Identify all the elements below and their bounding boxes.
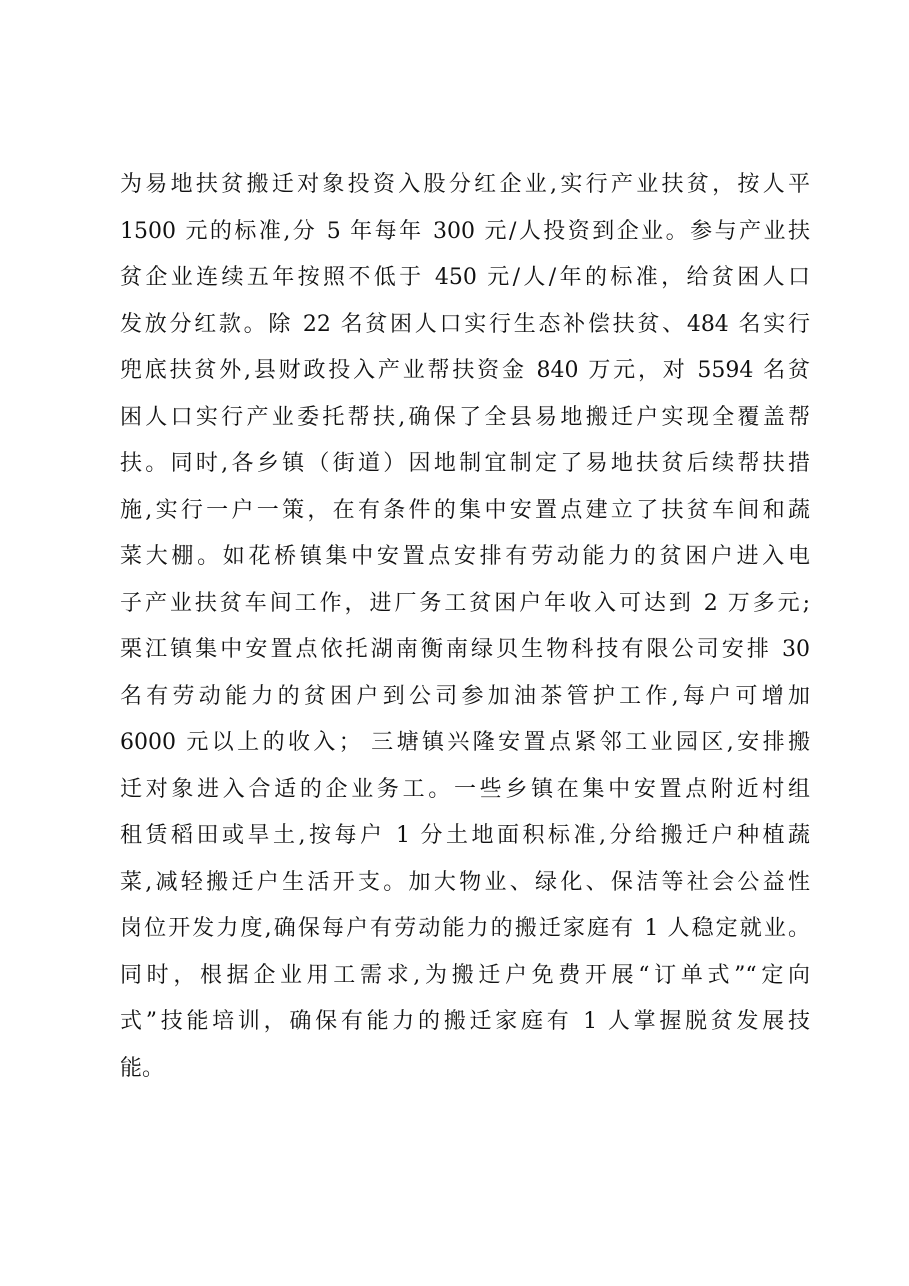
paragraph-line: 菜大棚。如花桥镇集中安置点安排有劳动能力的贫困户进入电 bbox=[120, 544, 810, 569]
paragraph-line: 栗江镇集中安置点依托湖南衡南绿贝生物科技有限公司安排 30 bbox=[120, 637, 810, 662]
paragraph-line: 困人口实行产业委托帮扶,确保了全县易地搬迁户实现全覆盖帮 bbox=[120, 404, 810, 430]
paragraph-line: 为易地扶贫搬迁对象投资入股分红企业,实行产业扶贫，按人平 bbox=[120, 172, 810, 197]
paragraph-line: 发放分红款。除 22 名贫困人口实行生态补偿扶贫、484 名实行 bbox=[120, 311, 810, 337]
body-paragraph bbox=[120, 162, 810, 1092]
paragraph-line: 6000 元以上的收入； 三塘镇兴隆安置点紧邻工业园区,安排搬 bbox=[120, 730, 810, 755]
paragraph-line: 1500 元的标准,分 5 年每年 300 元/人投资到企业。参与产业扶 bbox=[120, 218, 810, 244]
paragraph-line: 子产业扶贫车间工作，进厂务工贫困户年收入可达到 2 万多元; bbox=[120, 590, 810, 616]
paragraph-line: 式”技能培训，确保有能力的搬迁家庭有 1 人掌握脱贫发展技 bbox=[120, 1009, 810, 1034]
paragraph-line: 租赁稻田或旱土,按每户 1 分土地面积标准,分给搬迁户种植蔬 bbox=[120, 823, 810, 848]
paragraph-line: 菜,减轻搬迁户生活开支。加大物业、绿化、保洁等社会公益性 bbox=[120, 869, 810, 895]
paragraph-line: 同时，根据企业用工需求,为搬迁户免费开展“订单式”“定向 bbox=[120, 962, 810, 988]
paragraph-line: 名有劳动能力的贫困户到公司参加油茶管护工作,每户可增加 bbox=[120, 683, 810, 709]
paragraph-line: 兜底扶贫外,县财政投入产业帮扶资金 840 万元，对 5594 名贫 bbox=[120, 358, 810, 383]
paragraph-line: 扶。同时,各乡镇（街道）因地制宜制定了易地扶贫后续帮扶措 bbox=[120, 451, 810, 476]
paragraph-line: 能。 bbox=[120, 1055, 165, 1081]
paragraph-line: 岗位开发力度,确保每户有劳动能力的搬迁家庭有 1 人稳定就业。 bbox=[120, 916, 810, 941]
paragraph-line: 迁对象进入合适的企业务工。一些乡镇在集中安置点附近村组 bbox=[120, 776, 810, 802]
paragraph-line: 贫企业连续五年按照不低于 450 元/人/年的标准，给贫困人口 bbox=[120, 265, 810, 290]
paragraph-line: 施,实行一户一策，在有条件的集中安置点建立了扶贫车间和蔬 bbox=[120, 497, 810, 523]
